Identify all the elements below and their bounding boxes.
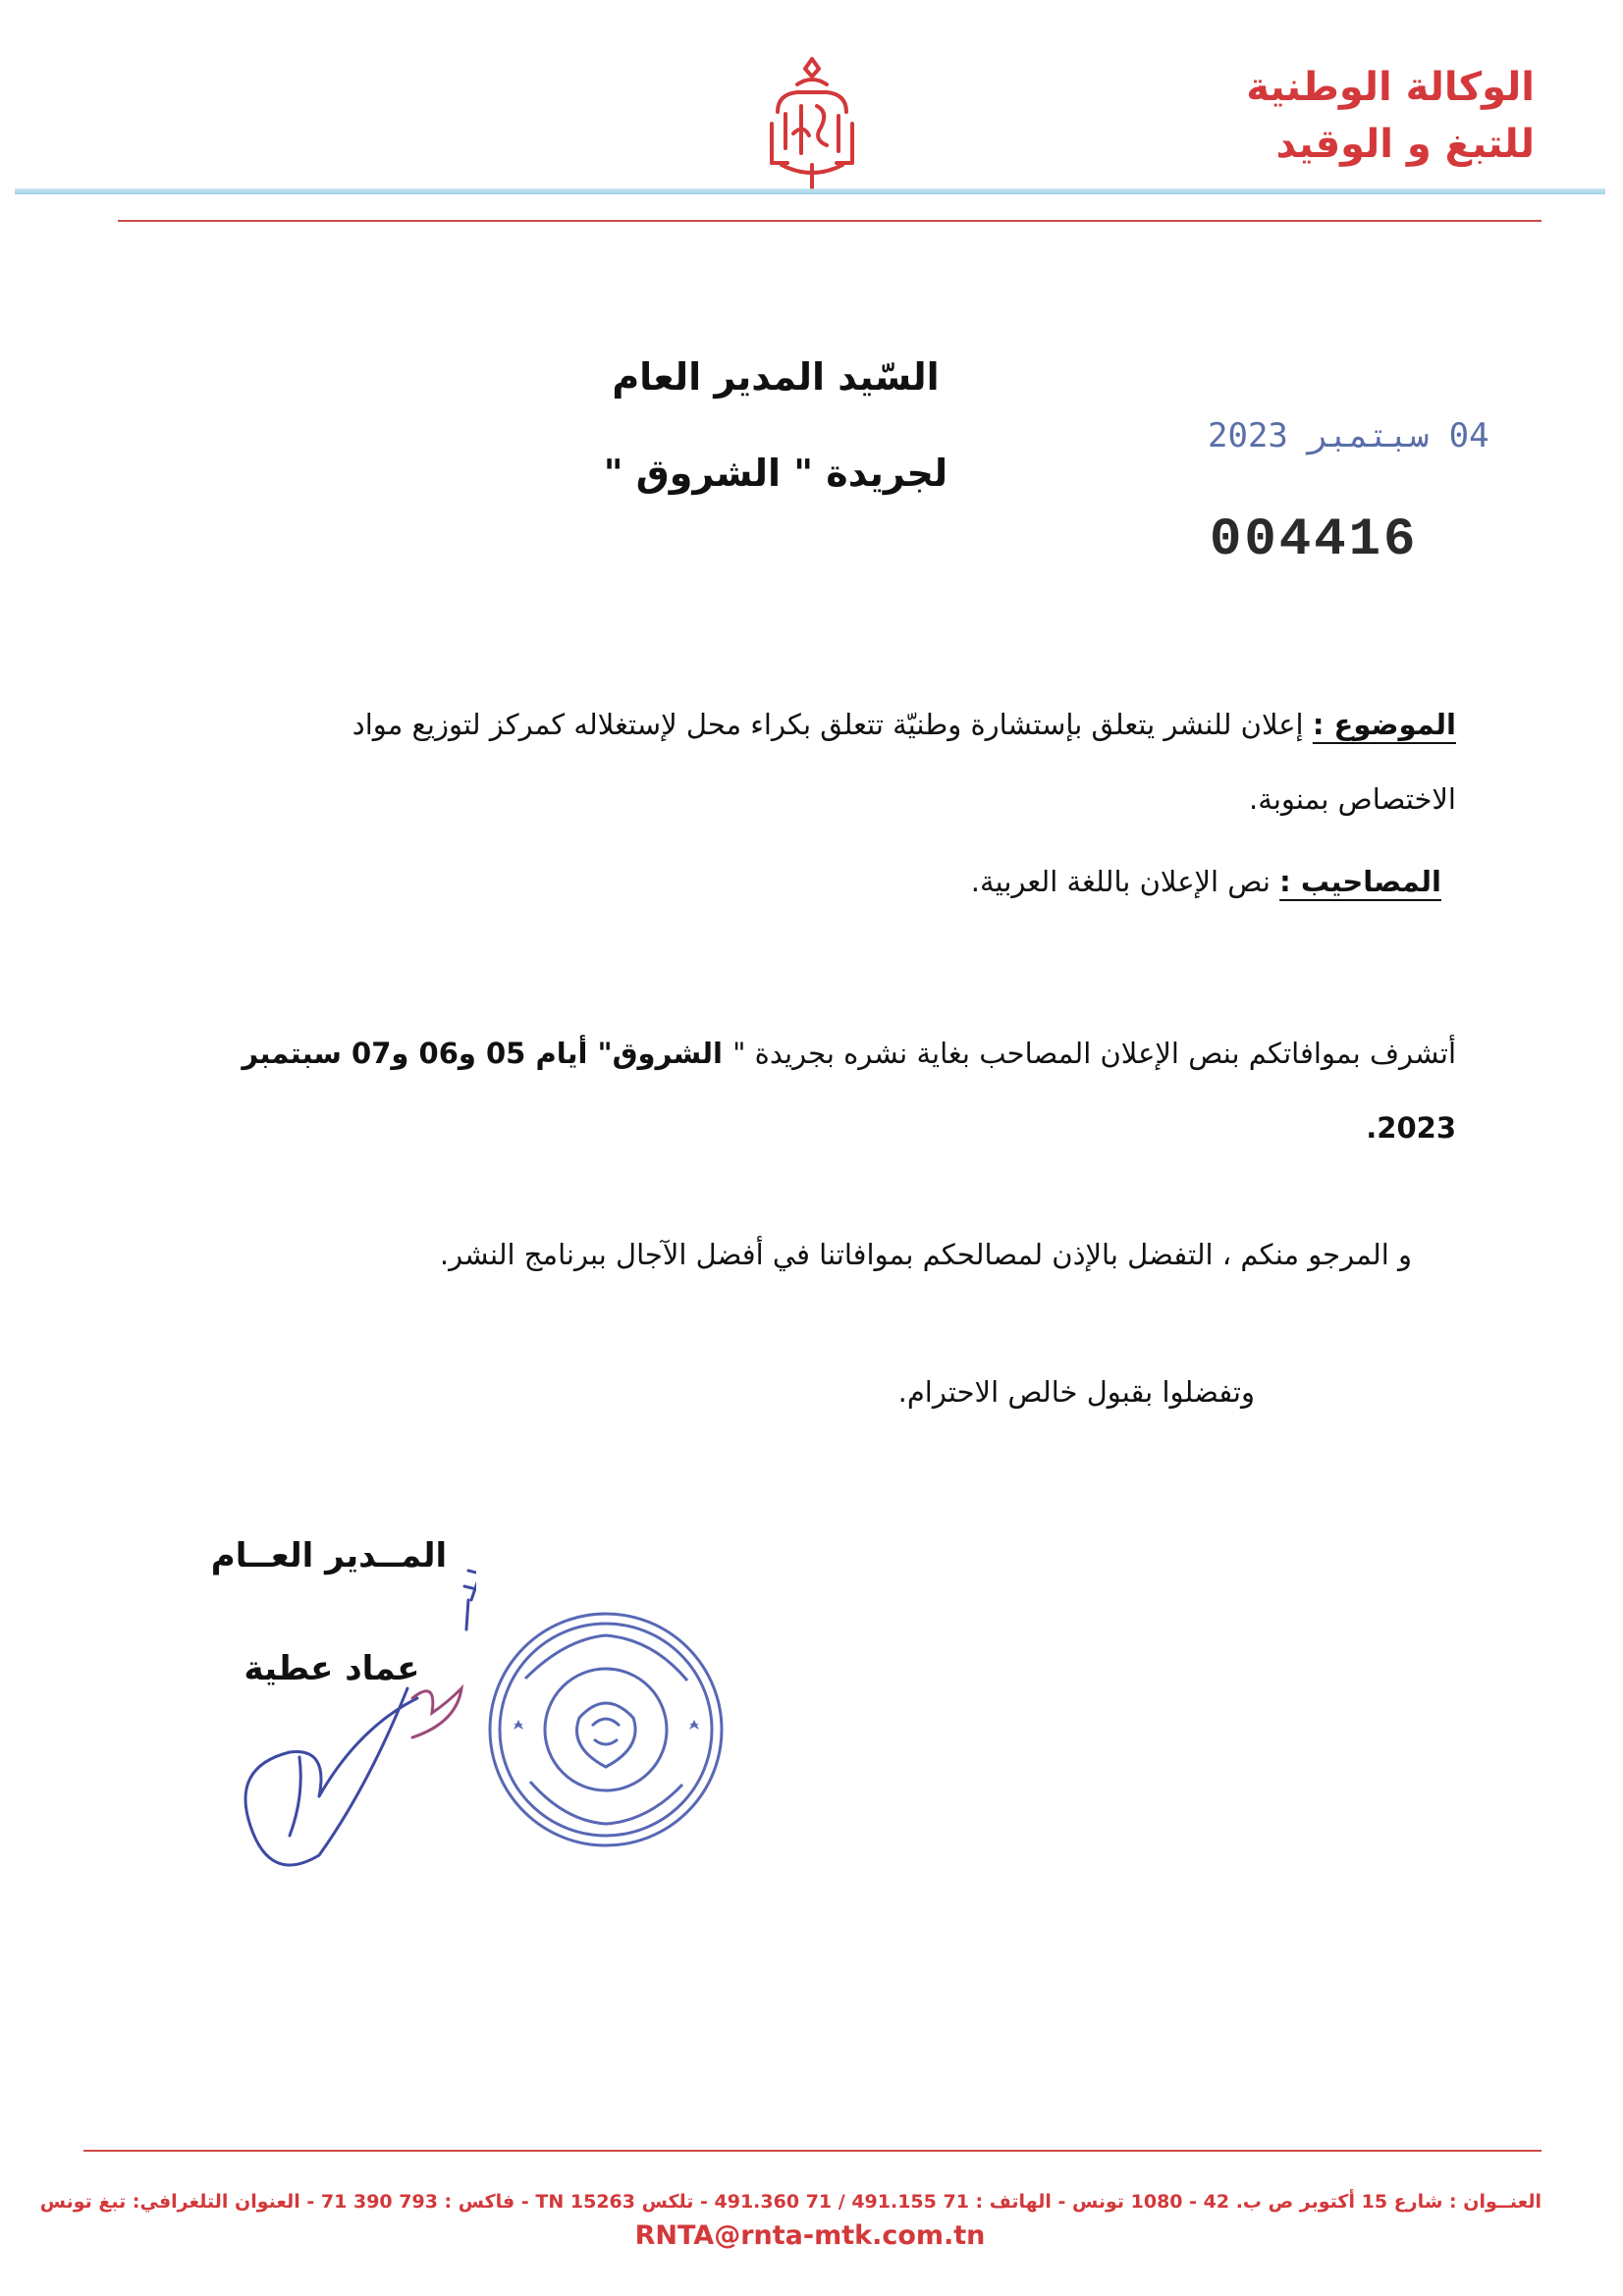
- official-seal-icon: [486, 1610, 727, 1850]
- subject-label: الموضوع :: [1312, 708, 1456, 741]
- signatory-title: المــدير العــام: [210, 1536, 448, 1575]
- paragraph-1-text: أتشرف بموافاتكم بنص الإعلان المصاحب بغاية نشره بجريدة ": [732, 1037, 1456, 1070]
- attachment-text: نص الإعلان باللغة العربية.: [970, 865, 1271, 898]
- subject-text: إعلان للنشر يتعلق بإستشارة وطنيّة تتعلق بكراء محل لإستغلاله كمركز لتوزيع مواد الاختصاص بمنوبة.: [352, 708, 1456, 816]
- recipient-line1: السّيد المدير العام: [612, 355, 940, 399]
- handwritten-signature-icon: [211, 1541, 476, 1895]
- organization-name: [1181, 59, 1535, 173]
- subject-paragraph: [239, 687, 1456, 836]
- footer-email: RNTA@rnta-mtk.com.tn: [634, 2220, 986, 2251]
- attachment-paragraph: [224, 844, 1441, 919]
- body-paragraph-1: [239, 1016, 1456, 1165]
- org-name-line2: للتبغ و الوقيد: [1275, 122, 1535, 167]
- paragraph-1-bold: الشروق" أيام 05 و06 و07 سبتمبر 2023.: [242, 1037, 1456, 1145]
- recipient-line2: لجريدة " الشروق ": [603, 452, 948, 495]
- date-stamp: 04 سبتمبر 2023: [1208, 416, 1489, 455]
- closing-line: وتفضلوا بقبول خالص الاحترام.: [897, 1375, 1255, 1409]
- body-paragraph-2: و المرجو منكم ، التفضل بالإذن لمصالحكم بموافاتنا في أفضل الآجال ببرنامج النشر.: [439, 1238, 1412, 1271]
- org-name-line1: الوكالة الوطنية: [1246, 65, 1535, 110]
- header-blue-rule: [15, 188, 1605, 194]
- footer-address: العنــوان : شارع 15 أكتوبر ص ب. 42 - 1080 تونس - الهاتف : 71 491.155 / 71 491.360 - تلكس 15263 TN - فاكس : 793 390 71 - العنوان التلغرافي: تبغ تونس: [39, 2191, 1542, 2213]
- regie-logo-icon: [758, 55, 866, 192]
- footer-red-rule: [83, 2150, 1542, 2152]
- reference-number: 004416: [1210, 510, 1419, 570]
- signatory-name: عماد عطية: [243, 1649, 420, 1688]
- attachment-label: المصاحيب :: [1279, 865, 1441, 898]
- header-red-rule: [118, 220, 1542, 222]
